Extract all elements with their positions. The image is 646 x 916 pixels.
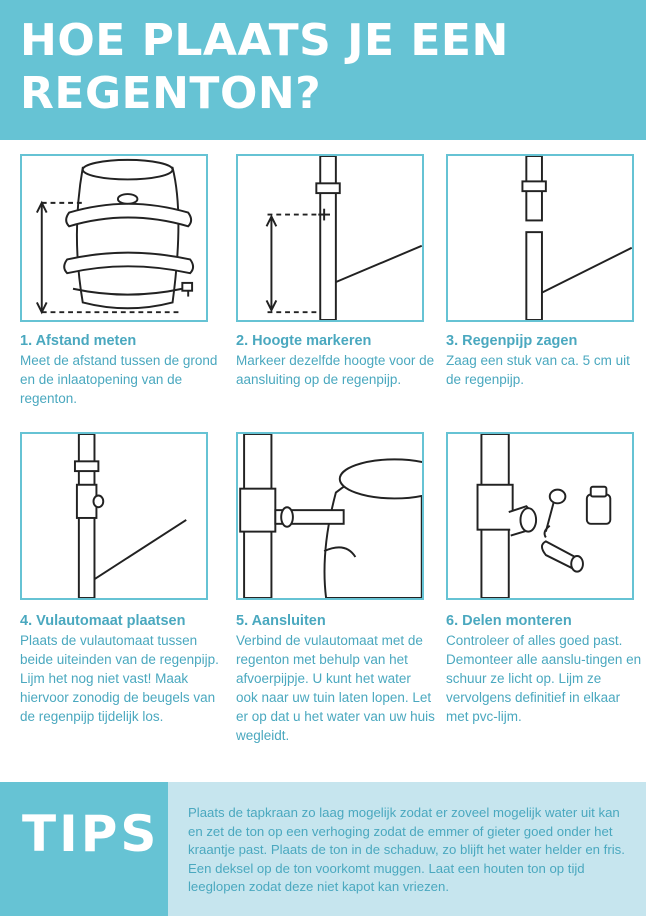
connect-hose-icon (238, 434, 422, 598)
step-4-title: 4. Vulautomaat plaatsen (20, 613, 186, 629)
step-1-title: 1. Afstand meten (20, 333, 137, 349)
step-5-title: 5. Aansluiten (236, 613, 326, 629)
tips-label: TIPS (22, 805, 160, 863)
step-3-text (446, 332, 646, 389)
step-3-title: 3. Regenpijp zagen (446, 333, 578, 349)
tips-text: Plaats de tapkraan zo laag mogelijk zodat er zoveel mogelijk water uit kan en zet de ton op een verhoging zodat de emmer of gieter goed onder het kraantje past. Plaats de ton in de schaduw, zo blijft het water helder en fris. Een deksel op de ton voorkomt muggen. Laat een houten ton op tijd leeglopen zodat deze niet kapot kan vriezen. (188, 805, 625, 895)
step-4-text (20, 612, 220, 726)
step-6-text (446, 612, 646, 726)
step-5-desc: Verbind de vulautomaat met de regenton met behulp van het afvoerpijpje. U kunt het water ook naar uw tuin laten lopen. Let er op dat u het water van uw huis wegleidt. (236, 633, 435, 743)
step-1-desc: Meet de afstand tussen de grond en de inlaatopening van de regenton. (20, 353, 218, 406)
step-6-title: 6. Delen monteren (446, 613, 572, 629)
header-banner (0, 0, 646, 140)
step-3-desc: Zaag een stuk van ca. 5 cm uit de regenpijp. (446, 353, 630, 387)
pipe-cut-icon (448, 156, 632, 320)
step-4-illustration (20, 432, 208, 600)
step-2-desc: Markeer dezelfde hoogte voor de aansluiting op de regenpijp. (236, 353, 435, 387)
step-2-text (236, 332, 436, 389)
step-5-illustration (236, 432, 424, 600)
page-title: HOE PLAATS JE EEN REGENTON? (20, 15, 509, 119)
step-6-desc: Controleer of alles goed past. Demonteer alle aanslu-tingen en schuur ze licht op. Lijm ze vervolgens definitief in elkaar met pvc-lijm. (446, 633, 642, 724)
fill-valve-icon (22, 434, 206, 598)
step-1-text (20, 332, 220, 408)
step-6-illustration (446, 432, 634, 600)
step-5-text (236, 612, 436, 745)
step-1-illustration (20, 154, 208, 322)
glue-parts-icon (448, 434, 632, 598)
step-2-illustration (236, 154, 424, 322)
step-2-title: 2. Hoogte markeren (236, 333, 372, 349)
tips-label-box (0, 782, 168, 916)
tips-section (0, 782, 646, 916)
step-3-illustration (446, 154, 634, 322)
pipe-mark-icon (238, 156, 422, 320)
step-4-desc: Plaats de vulautomaat tussen beide uiteinden van de regenpijp. Lijm het nog niet vast! Maak hiervoor zonodig de beugels van de regenpijp tijdelijk los. (20, 633, 219, 724)
barrel-measure-icon (22, 156, 206, 320)
